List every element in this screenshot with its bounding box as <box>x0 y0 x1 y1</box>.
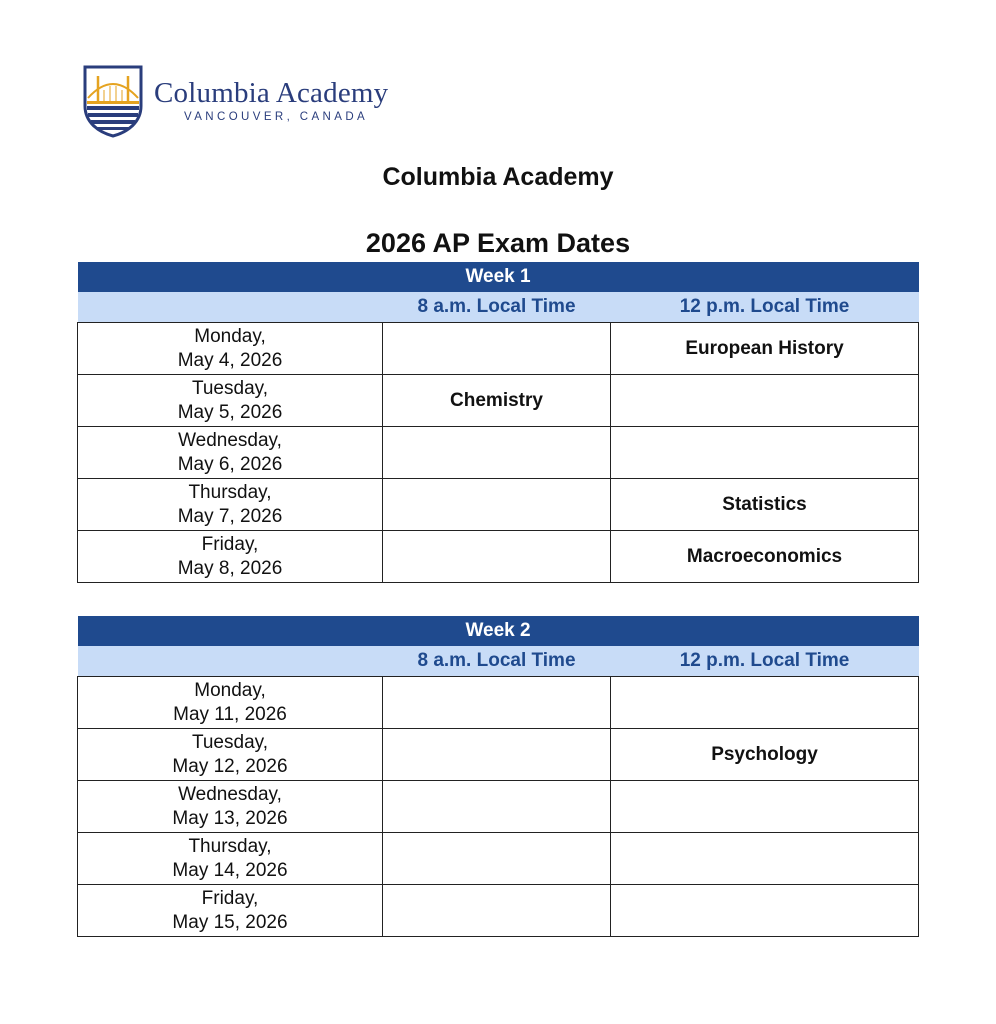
table-row <box>78 427 919 479</box>
day-label: Thursday, <box>188 481 272 503</box>
am-exam-cell <box>383 531 611 583</box>
am-exam-cell <box>383 781 611 833</box>
date-cell <box>78 885 383 937</box>
am-exam-cell: Chemistry <box>383 375 611 427</box>
day-label: Thursday, <box>188 835 272 857</box>
table-row <box>78 375 919 427</box>
date-label: May 15, 2026 <box>172 911 288 933</box>
date-label: May 14, 2026 <box>172 859 288 881</box>
am-exam-cell <box>383 323 611 375</box>
date-label: May 11, 2026 <box>173 703 287 725</box>
date-column-header <box>78 646 383 677</box>
week-header: Week 2 <box>78 616 919 646</box>
date-label: May 13, 2026 <box>172 807 288 829</box>
table-row <box>78 781 919 833</box>
am-exam-cell <box>383 427 611 479</box>
pm-exam-cell <box>611 885 919 937</box>
date-cell <box>78 677 383 729</box>
date-cell <box>78 781 383 833</box>
pm-exam-cell <box>611 375 919 427</box>
day-label: Friday, <box>201 887 259 909</box>
pm-exam-cell: Psychology <box>611 729 919 781</box>
date-cell <box>78 323 383 375</box>
date-label: May 6, 2026 <box>177 453 283 475</box>
week-header: Week 1 <box>78 262 919 292</box>
date-cell <box>78 375 383 427</box>
logo-name: Columbia Academy <box>154 76 389 109</box>
day-label: Wednesday, <box>178 429 282 451</box>
bridge-crest-icon <box>82 64 144 138</box>
table-row <box>78 479 919 531</box>
date-label: May 5, 2026 <box>177 401 283 423</box>
date-label: May 8, 2026 <box>177 557 283 579</box>
am-column-header: 8 a.m. Local Time <box>383 292 611 323</box>
date-cell <box>78 729 383 781</box>
table-row <box>78 833 919 885</box>
week-2-table <box>77 616 919 937</box>
am-column-header: 8 a.m. Local Time <box>383 646 611 677</box>
day-label: Tuesday, <box>191 377 269 399</box>
date-label: May 4, 2026 <box>177 349 283 371</box>
logo-location: VANCOUVER, CANADA <box>184 110 369 123</box>
pm-exam-cell <box>611 677 919 729</box>
date-cell <box>78 833 383 885</box>
document-title: Columbia Academy <box>382 163 614 191</box>
date-label: May 12, 2026 <box>172 755 288 777</box>
pm-exam-cell: Statistics <box>611 479 919 531</box>
table-row <box>78 885 919 937</box>
date-cell <box>78 531 383 583</box>
pm-column-header: 12 p.m. Local Time <box>611 646 919 677</box>
date-label: May 7, 2026 <box>177 505 283 527</box>
day-label: Tuesday, <box>191 731 269 753</box>
date-cell <box>78 479 383 531</box>
am-exam-cell <box>383 729 611 781</box>
pm-exam-cell: European History <box>611 323 919 375</box>
school-logo <box>82 64 388 138</box>
am-exam-cell <box>383 677 611 729</box>
table-row <box>78 677 919 729</box>
pm-exam-cell <box>611 833 919 885</box>
am-exam-cell <box>383 833 611 885</box>
document-subtitle: 2026 AP Exam Dates <box>365 228 631 258</box>
day-label: Wednesday, <box>178 783 282 805</box>
pm-exam-cell: Macroeconomics <box>611 531 919 583</box>
date-cell <box>78 427 383 479</box>
pm-exam-cell <box>611 427 919 479</box>
pm-exam-cell <box>611 781 919 833</box>
table-row <box>78 323 919 375</box>
am-exam-cell <box>383 885 611 937</box>
am-exam-cell <box>383 479 611 531</box>
table-row <box>78 729 919 781</box>
table-row <box>78 531 919 583</box>
day-label: Monday, <box>194 679 266 701</box>
day-label: Monday, <box>194 325 266 347</box>
date-column-header <box>78 292 383 323</box>
week-1-table <box>77 262 919 583</box>
pm-column-header: 12 p.m. Local Time <box>611 292 919 323</box>
day-label: Friday, <box>201 533 259 555</box>
